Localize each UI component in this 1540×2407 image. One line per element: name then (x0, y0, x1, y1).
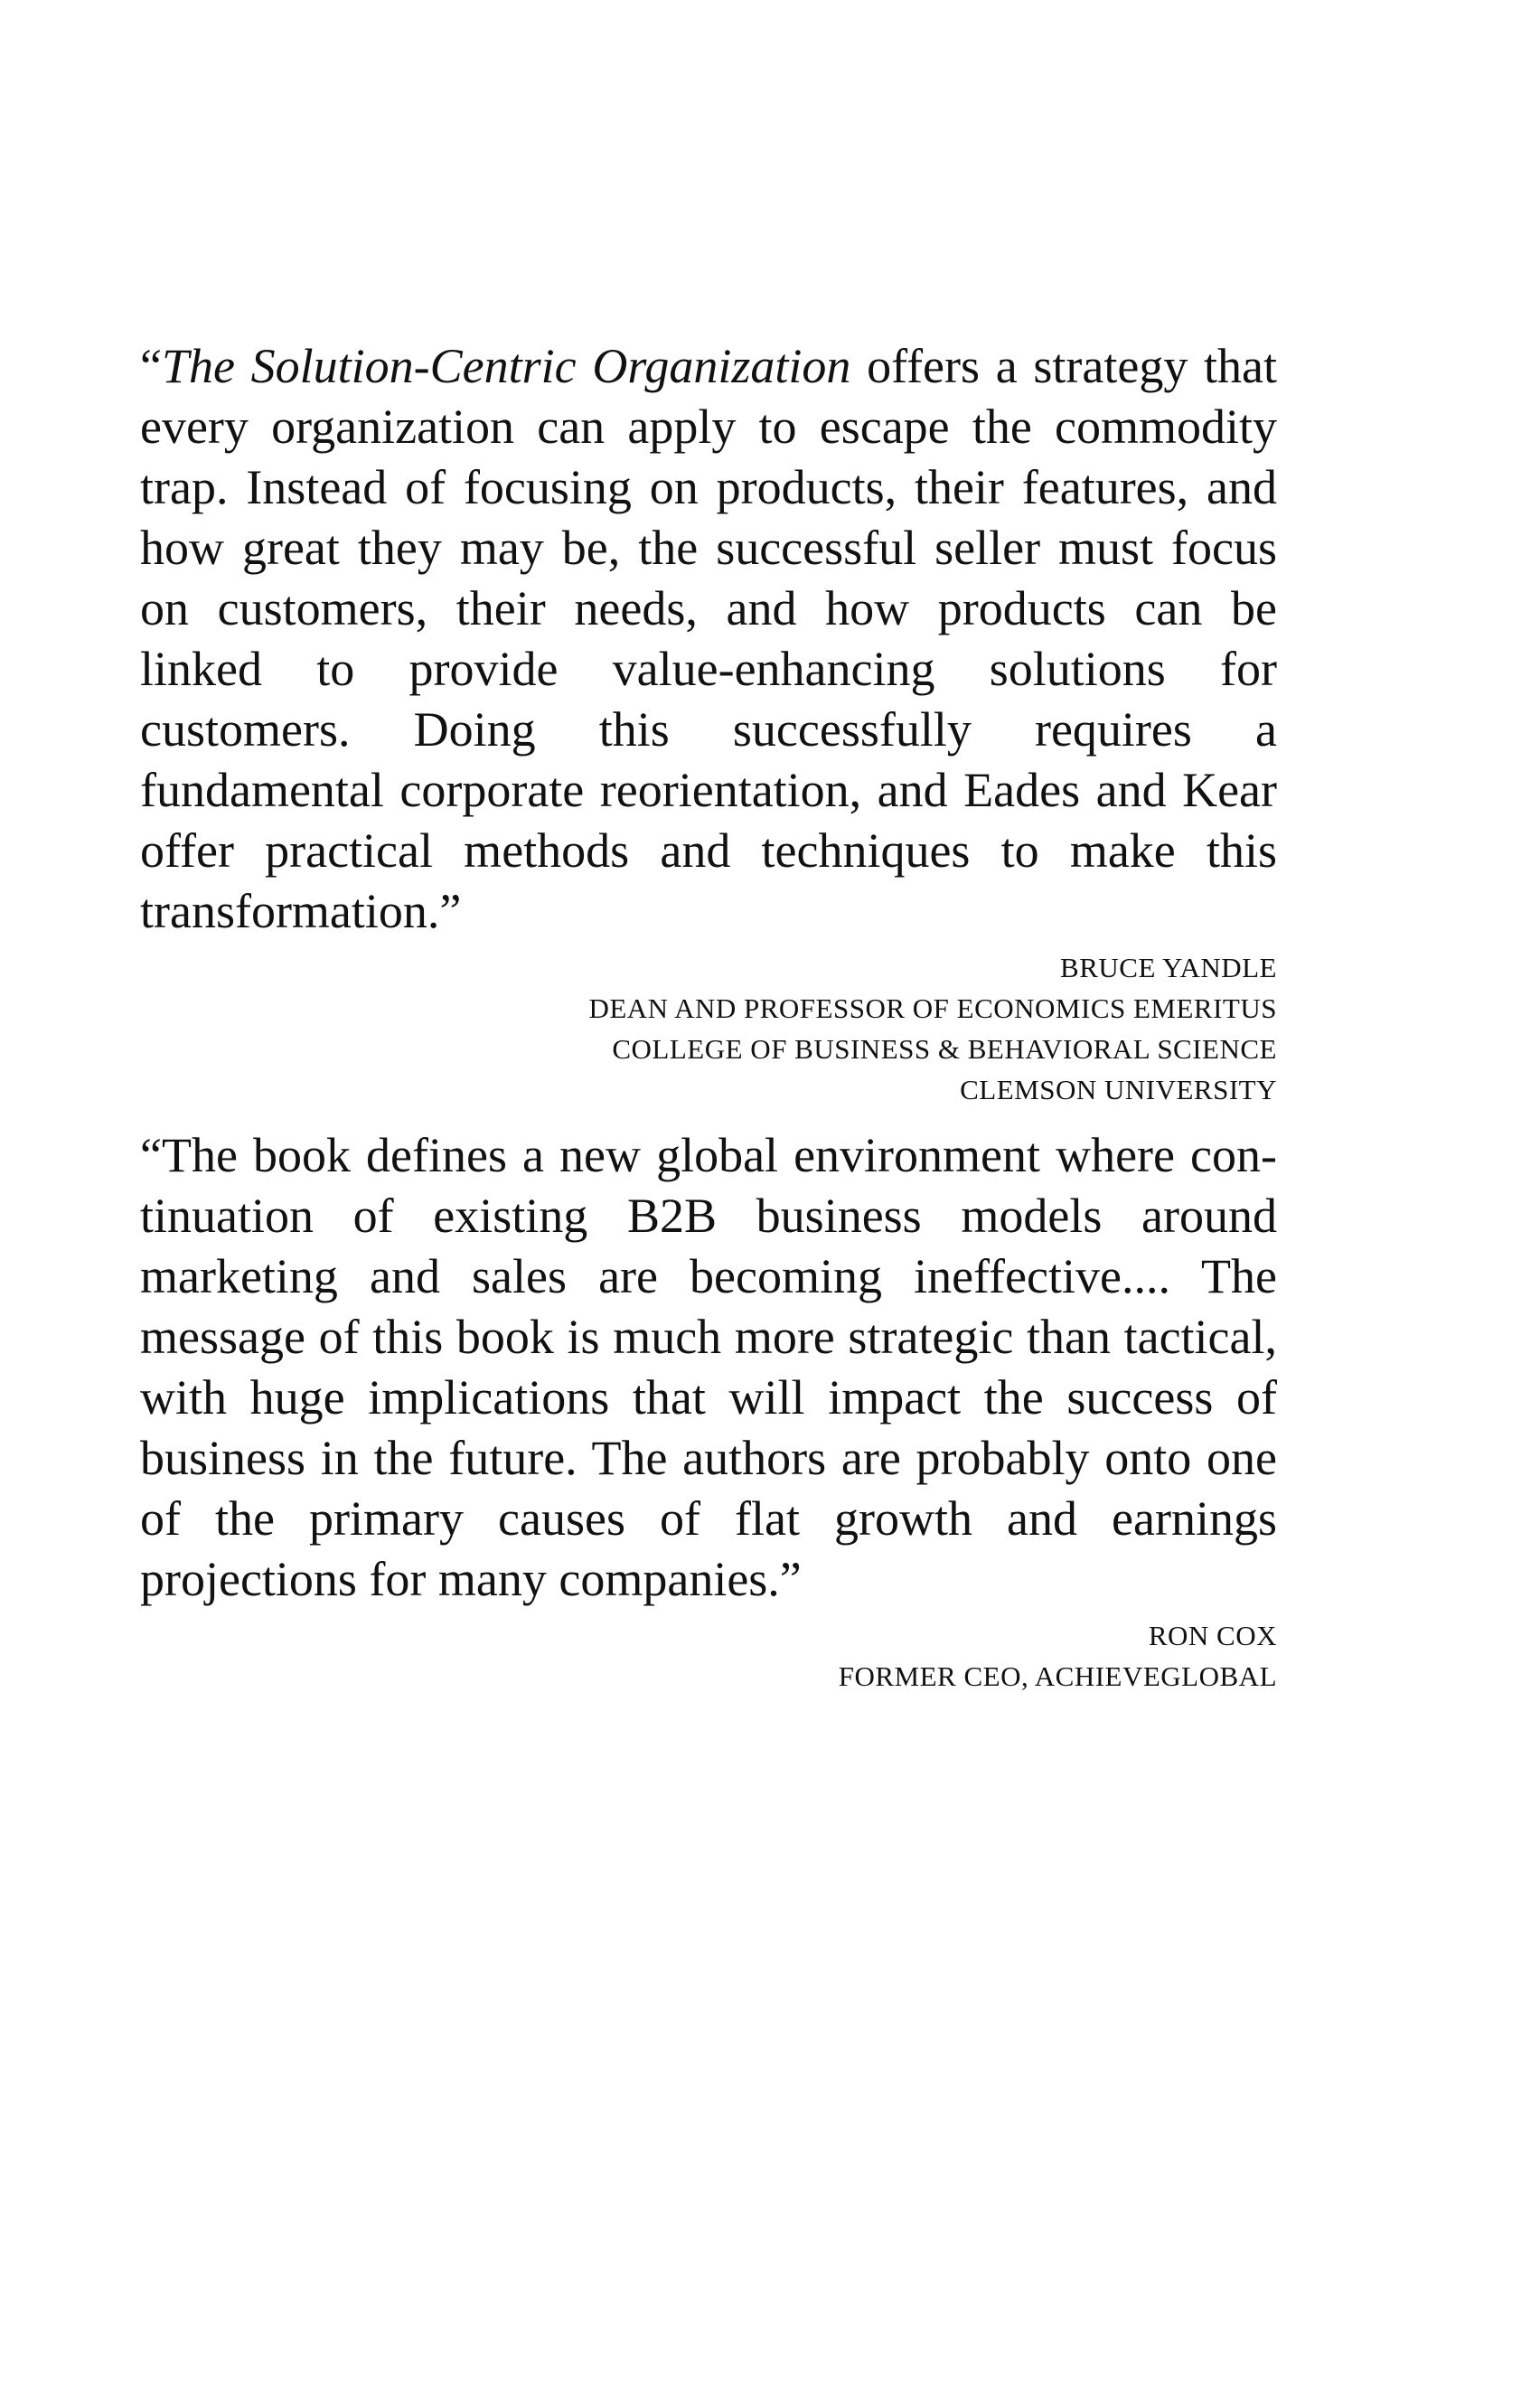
endorsement-quote (140, 336, 1277, 942)
open-quote-mark: “ (140, 339, 162, 393)
endorsement-quote-block (140, 336, 1277, 1110)
book-title: The Solution-Centric Organization (161, 339, 851, 393)
quote-text: offers a strategy that every organization can apply to escape the commodity trap. Instead of focusing on products, their features, and how great they may be, the successful seller must focus on customers, their needs, and how products can be linked to provide value-enhancing solutions for customers. Doing this successfully requires a fundamental corporate reorientation, and Eades and Kear offer practical methods and techniques to make this transformation.” (140, 339, 1278, 938)
endorsement-quote-block (140, 1125, 1277, 1697)
endorser-institution: CLEMSON UNIVERSITY (960, 1074, 1277, 1105)
quote-text: “The book defines a new global environment where continuation of existing B2B business models around marketing and sales are becoming ineffective.... The message of this book is much more strategic than tactical, with huge implications that will impact the success of business in the future. The authors are probably onto one of the primary causes of flat growth and earnings projections for many companies.” (140, 1128, 1277, 1606)
endorser-title: FORMER CEO, ACHIEVEGLOBAL (838, 1660, 1277, 1692)
endorser-name: BRUCE YANDLE (1060, 952, 1277, 983)
endorsement-quote (140, 1125, 1277, 1610)
endorser-attribution (140, 1615, 1277, 1697)
endorser-attribution (140, 947, 1277, 1110)
endorser-department: COLLEGE OF BUSINESS & BEHAVIORAL SCIENCE (612, 1033, 1277, 1065)
endorser-title: DEAN AND PROFESSOR OF ECONOMICS EMERITUS (588, 992, 1277, 1024)
endorser-name: RON COX (1148, 1620, 1277, 1651)
